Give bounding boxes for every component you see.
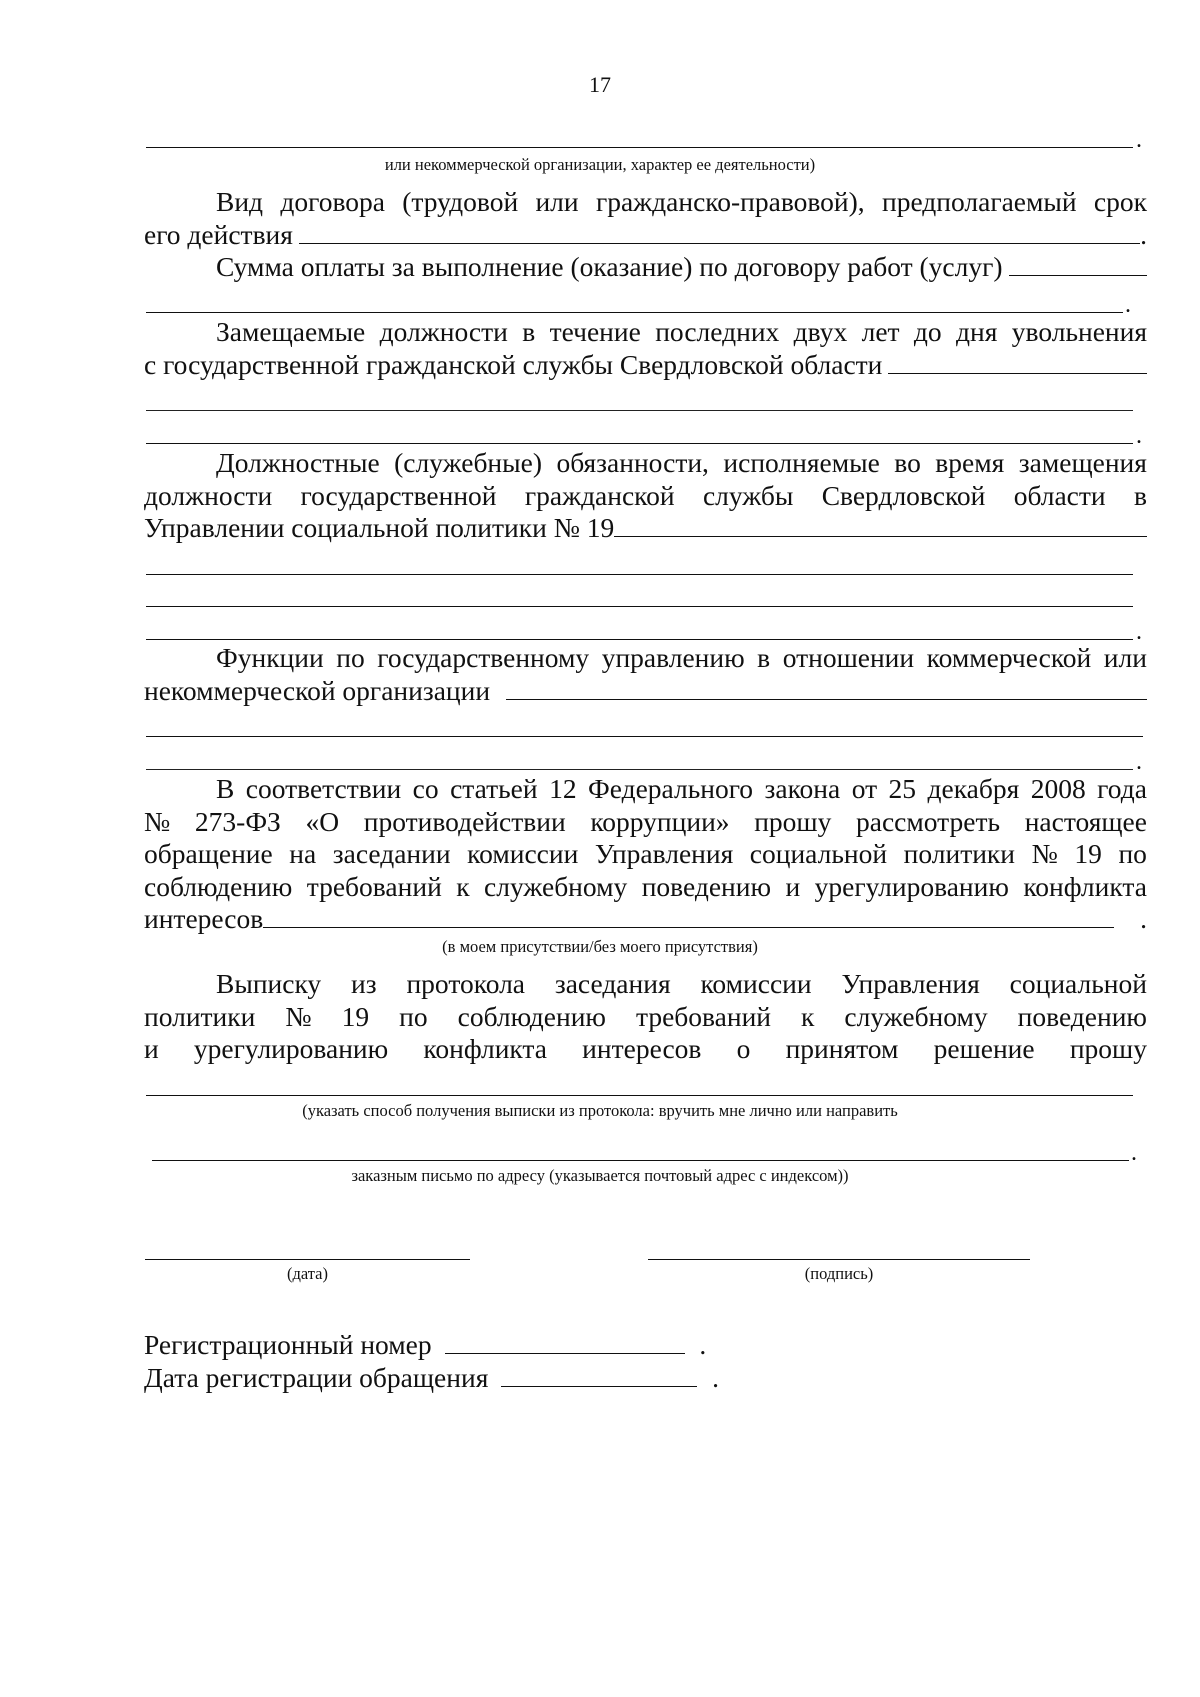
contract-paragraph	[144, 186, 1147, 251]
registration-number-row	[144, 1329, 706, 1362]
org-activity-caption: или некоммерческой организации, характер ее деятельности)	[384, 155, 816, 174]
positions-paragraph	[144, 316, 1147, 381]
presence-caption: (в моем присутствии/без моего присутствия)	[442, 937, 758, 956]
registration-number-label: Регистрационный номер	[144, 1329, 432, 1360]
registration-date-field[interactable]	[501, 1362, 697, 1387]
positions-label: с государственной гражданской службы Свердловской области	[144, 348, 883, 380]
extract-line-2: политики № 19 по соблюдению требований к служебному поведению	[144, 1000, 1147, 1032]
positions-field[interactable]	[888, 349, 1147, 374]
contract-line-2	[144, 219, 1147, 252]
date-caption: (дата)	[286, 1264, 329, 1283]
extract-paragraph	[144, 968, 1147, 1066]
registration-date-label: Дата регистрации обращения	[144, 1362, 489, 1393]
extract-caption-2: заказным письмо по адресу (указывается почтовый адрес с индексом))	[351, 1166, 849, 1185]
functions-label: некоммерческой организации	[144, 674, 491, 706]
line-end-period: .	[1140, 903, 1147, 934]
request-line-3: обращение на заседании комиссии Управления социальной политики № 19 по	[144, 838, 1147, 869]
payment-label: Сумма оплаты за выполнение (оказание) по договору работ (услуг)	[216, 251, 1003, 282]
functions-line-1: Функции по государственному управлению в отношении коммерческой или	[216, 642, 1147, 673]
org-activity-line[interactable]	[146, 147, 1133, 148]
payment-amount-field[interactable]	[1009, 251, 1147, 276]
extract-delivery-line[interactable]	[146, 1095, 1133, 1096]
date-line[interactable]	[145, 1259, 470, 1260]
duties-field[interactable]	[614, 512, 1147, 537]
line-end-period: .	[1140, 218, 1147, 250]
registration-date-row	[144, 1362, 719, 1395]
functions-field[interactable]	[506, 675, 1147, 700]
duties-line-1: Должностные (служебные) обязанности, исполняемые во время замещения	[216, 447, 1147, 478]
line-end-period: .	[1136, 619, 1142, 645]
line-end-period: .	[1136, 127, 1142, 153]
payment-paragraph	[144, 251, 1147, 284]
extract-line-3: и урегулированию конфликта интересов о принятом решение прошу	[144, 1033, 1147, 1064]
signature-caption: (подпись)	[804, 1264, 874, 1283]
extract-address-line[interactable]	[152, 1160, 1129, 1161]
positions-line-2	[144, 349, 1147, 382]
extract-caption-1: (указать способ получения выписки из протокола: вручить мне лично или направить	[302, 1101, 898, 1120]
request-line-5	[144, 903, 1147, 936]
positions-continuation-line-2[interactable]	[146, 443, 1133, 444]
duties-continuation-line-3[interactable]	[146, 639, 1133, 640]
request-line-1: В соответствии со статьей 12 Федерального закона от 25 декабря 2008 года	[216, 773, 1147, 804]
contract-label: его действия	[144, 218, 293, 250]
duties-continuation-line-1[interactable]	[146, 574, 1133, 575]
line-end-period: .	[1131, 1140, 1137, 1166]
duties-continuation-line-2[interactable]	[146, 606, 1133, 607]
request-line-4: соблюдению требований к служебному поведению и урегулированию конфликта	[144, 870, 1147, 902]
extract-line-1: Выписку из протокола заседания комиссии Управления социальной	[216, 968, 1147, 999]
line-end-period: .	[1136, 423, 1142, 449]
functions-continuation-line-1[interactable]	[146, 736, 1143, 737]
line-end-period: .	[1125, 292, 1131, 318]
duties-line-2: должности государственной гражданской службы Свердловской области в	[144, 479, 1147, 511]
signature-line[interactable]	[648, 1259, 1030, 1260]
line-end-period: .	[712, 1362, 719, 1393]
contract-line-1: Вид договора (трудовой или гражданско-правовой), предполагаемый срок	[216, 186, 1147, 217]
presence-field[interactable]	[263, 903, 1114, 928]
duties-label: Управлении социальной политики № 19	[144, 512, 615, 543]
positions-continuation-line-1[interactable]	[146, 410, 1133, 411]
duties-paragraph	[144, 447, 1147, 545]
request-label: интересов	[144, 903, 264, 934]
line-end-period: .	[1136, 749, 1142, 775]
positions-line-1: Замещаемые должности в течение последних двух лет до дня увольнения	[216, 316, 1147, 347]
duties-line-3	[144, 512, 1147, 545]
request-paragraph	[144, 773, 1147, 936]
request-line-2: № 273-ФЗ «О противодействии коррупции» прошу рассмотреть настоящее	[144, 805, 1147, 837]
line-end-period: .	[699, 1329, 707, 1360]
payment-line-1	[144, 251, 1147, 284]
functions-line-2	[144, 675, 1147, 708]
contract-term-field[interactable]	[299, 219, 1140, 244]
registration-number-field[interactable]	[445, 1329, 685, 1354]
page-number: 17	[589, 72, 611, 97]
functions-continuation-line-2[interactable]	[146, 769, 1133, 770]
functions-paragraph	[144, 642, 1147, 707]
payment-continuation-line[interactable]	[146, 312, 1123, 313]
